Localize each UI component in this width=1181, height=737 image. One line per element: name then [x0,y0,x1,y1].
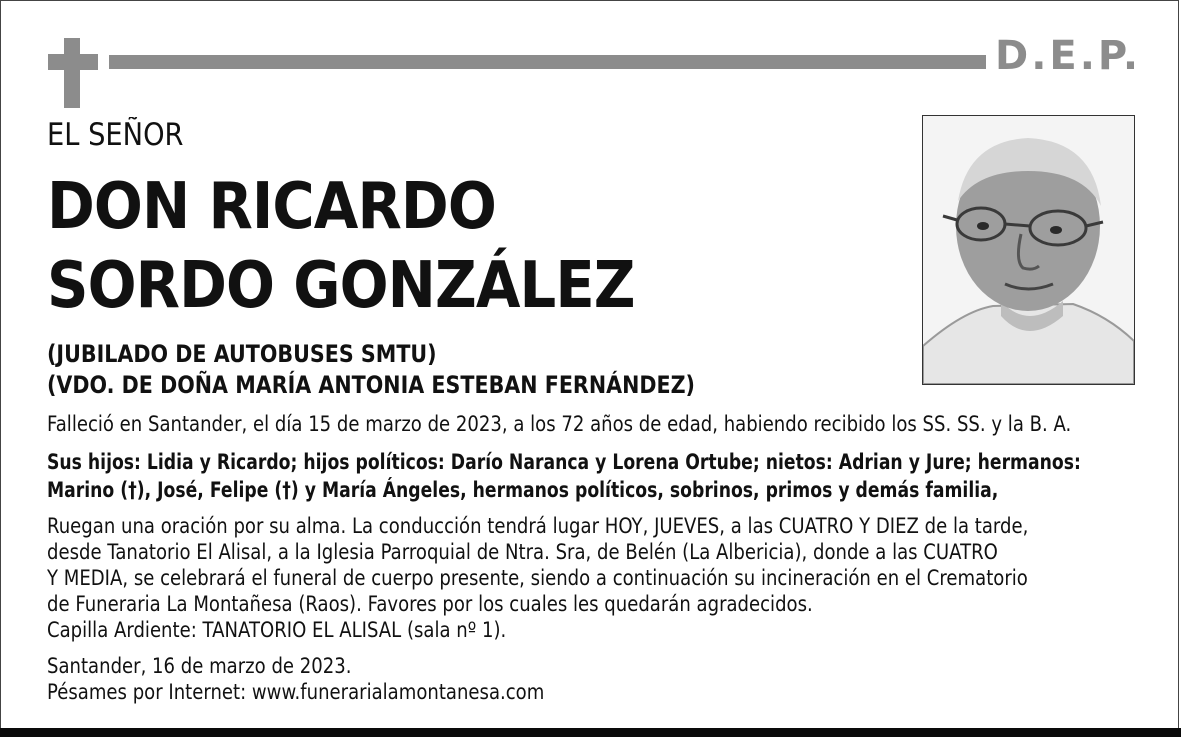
widower-subtitle: (VDO. DE DOÑA MARÍA ANTONIA ESTEBAN FERNÁNDEZ) [47,371,695,399]
ceremony-line-4: de Funeraria La Montañesa (Raos). Favores por los cuales les quedarán agradecidos. [47,592,813,616]
bottom-border [0,728,1181,737]
cross-icon-bar [48,54,98,70]
ceremony-line-1: Ruegan una oración por su alma. La conducción tendrá lugar HOY, JUEVES, a las CUATRO Y DIEZ de la tarde, [47,514,1029,538]
portrait-illustration [923,116,1134,384]
header-rule [109,55,986,69]
deceased-name-line2: SORDO GONZÁLEZ [47,249,635,323]
deceased-name-line1: DON RICARDO [47,170,496,244]
family-line-2: Marino (†), José, Felipe (†) y María Ángeles, hermanos políticos, sobrinos, primos y demás familia, [47,478,999,502]
family-line-1: Sus hijos: Lidia y Ricardo; hijos políticos: Darío Naranca y Lorena Ortube; nietos: Adrian y Jure; hermanos: [47,450,1081,474]
cross-icon [64,38,80,108]
chapel-line: Capilla Ardiente: TANATORIO EL ALISAL (sala nº 1). [47,618,507,642]
dep-label: D.E.P. [995,33,1142,79]
place-date: Santander, 16 de marzo de 2023. [47,654,352,678]
portrait-photo [922,115,1135,385]
death-notice: Falleció en Santander, el día 15 de marzo de 2023, a los 72 años de edad, habiendo recibido los SS. SS. y la B. A. [47,412,1072,436]
occupation-subtitle: (JUBILADO DE AUTOBUSES SMTU) [47,340,437,368]
ceremony-line-3: Y MEDIA, se celebrará el funeral de cuerpo presente, siendo a continuación su incineración en el Crematorio [47,566,1028,590]
title-prefix: EL SEÑOR [47,117,184,153]
ceremony-line-2: desde Tanatorio El Alisal, a la Iglesia Parroquial de Ntra. Sra, de Belén (La Albericia), donde a las CUATRO [47,540,998,564]
condolences-line: Pésames por Internet: www.funerarialamontanesa.com [47,680,545,704]
